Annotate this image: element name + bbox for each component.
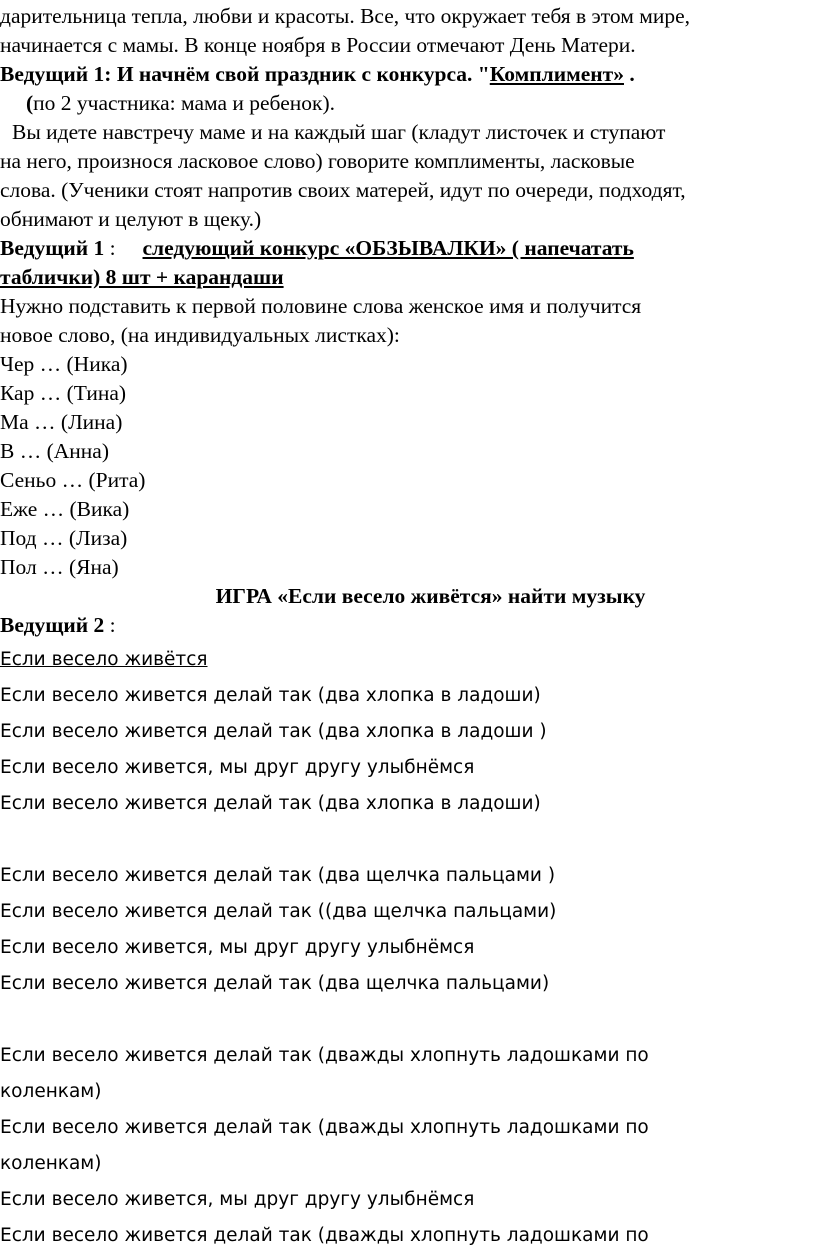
lyric-line: Если весело живется делай так (два щелчка пальцами) (0, 973, 550, 994)
verse-gap (0, 822, 816, 858)
word-list (0, 350, 816, 582)
verse (0, 1038, 816, 1254)
word-item: Ма … (Лина) (0, 410, 123, 434)
lyric-line: Если весело живется делай так (два хлопка в ладоши ) (0, 721, 547, 742)
lyric-line: Если весело живется делай так (дважды хлопнуть ладошками по (0, 1117, 649, 1138)
verse (0, 858, 816, 1002)
heading-end: . (623, 62, 635, 86)
host-colon: : (104, 613, 116, 637)
song-title: Если весело живётся (0, 649, 208, 670)
participants-note (0, 89, 816, 118)
intro-line: дарительница тепла, любви и красоты. Все, что окружает тебя в этом мире, (0, 4, 690, 28)
word-item: В … (Анна) (0, 439, 109, 463)
word-item: Кар … (Тина) (0, 381, 127, 405)
contest-compliment (0, 60, 816, 234)
desc-line: на него, произнося ласковое слово) говорите комплименты, ласковые (0, 149, 635, 173)
lyric-line: Если весело живется, мы друг другу улыбнёмся (0, 937, 475, 958)
contest-title: следующий конкурс «ОБЗЫВАЛКИ» ( напечатать (142, 236, 634, 260)
lyric-line: коленкам) (0, 1153, 102, 1174)
word-item: Сеньо … (Рита) (0, 468, 146, 492)
song-lyrics (0, 642, 816, 1254)
word-item: Пол … (Яна) (0, 555, 119, 579)
note-text: по 2 участника: мама и ребенок). (33, 91, 335, 115)
host-label: Ведущий 2 (0, 613, 105, 637)
lyric-line: Если весело живется делай так (два хлопка в ладоши) (0, 793, 541, 814)
desc-line: Нужно подставить к первой половине слова женское имя и получится (0, 294, 642, 318)
contest-name: Комплимент» (489, 62, 624, 86)
game-host (0, 611, 816, 640)
lyric-line: Если весело живется делай так (дважды хлопнуть ладошками по (0, 1225, 649, 1246)
host-label: Ведущий 1 (0, 236, 105, 260)
desc-line: обнимают и целуют в щеку.) (0, 207, 262, 231)
contest-compliment-heading (0, 60, 816, 89)
lyric-line: Если весело живется делай так (два щелчка пальцами ) (0, 865, 556, 886)
heading-text: И начнём свой праздник с конкурса. " (111, 62, 490, 86)
intro-paragraph (0, 2, 816, 60)
verse-gap (0, 1002, 816, 1038)
lyric-line: Если весело живется делай так (дважды хлопнуть ладошками по (0, 1045, 649, 1066)
word-item: Чер … (Ника) (0, 352, 128, 376)
contest-obzyvalki-heading (0, 234, 816, 263)
host-label: Ведущий 1: (0, 62, 112, 86)
game-section (0, 582, 816, 640)
desc-line: новое слово, (на индивидуальных листках): (0, 323, 400, 347)
desc-line: Вы идете навстречу маме и на каждый шаг (кладут листочек и ступают (12, 120, 666, 144)
intro-line: начинается с мамы. В конце ноября в России отмечают День Матери. (0, 33, 636, 57)
verse (0, 678, 816, 822)
game-title: ИГРА «Если весело живётся» найти музыку (215, 584, 646, 608)
word-item: Под … (Лиза) (0, 526, 128, 550)
lyric-line: Если весело живется делай так ((два щелчка пальцами) (0, 901, 557, 922)
lyric-line: Если весело живется, мы друг другу улыбнёмся (0, 1189, 475, 1210)
host-colon: : (104, 236, 143, 260)
contest-obzyvalki (0, 234, 816, 582)
lyric-line: Если весело живется, мы друг другу улыбнёмся (0, 757, 475, 778)
lyric-line: коленкам) (0, 1081, 102, 1102)
desc-line: слова. (Ученики стоят напротив своих матерей, идут по очереди, подходят, (0, 178, 686, 202)
word-item: Еже … (Вика) (0, 497, 130, 521)
note-bracket: ( (26, 91, 34, 115)
lyric-line: Если весело живется делай так (два хлопка в ладоши) (0, 685, 541, 706)
contest-title-cont: таблички) 8 шт + карандаши (0, 265, 284, 289)
